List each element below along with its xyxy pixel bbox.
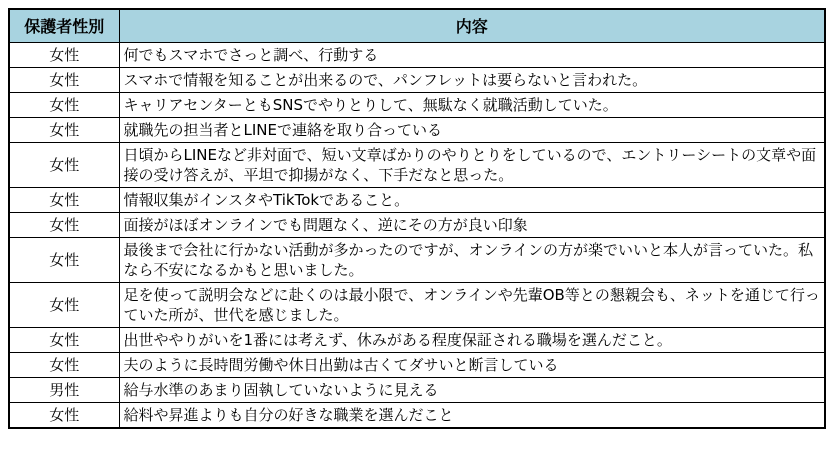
table-row: [9, 67, 825, 92]
table-row: [9, 327, 825, 352]
content-cell: 日頃からLINEなど非対面で、短い文章ばかりのやりとりをしているので、エントリーシートの文章や面接の受け答えが、平坦で抑揚がなく、下手だなと思った。: [119, 142, 825, 187]
content-cell: 足を使って説明会などに赴くのは最小限で、オンラインや先輩OB等との懇親会も、ネットを通じて行っていた所が、世代を感じました。: [119, 282, 825, 327]
table-row: [9, 142, 825, 187]
table-body: [9, 42, 825, 428]
table-row: [9, 237, 825, 282]
gender-cell: 女性: [9, 92, 119, 117]
survey-table: [8, 8, 826, 429]
content-cell: キャリアセンターともSNSでやりとりして、無駄なく就職活動していた。: [119, 92, 825, 117]
content-cell: 夫のように長時間労働や休日出勤は古くてダサいと断言している: [119, 352, 825, 377]
table-row: [9, 212, 825, 237]
header-row: [9, 9, 825, 42]
gender-cell: 女性: [9, 402, 119, 428]
gender-cell: 男性: [9, 377, 119, 402]
gender-cell: 女性: [9, 42, 119, 67]
gender-cell: 女性: [9, 282, 119, 327]
content-cell: 何でもスマホでさっと調べ、行動する: [119, 42, 825, 67]
gender-cell: 女性: [9, 212, 119, 237]
gender-cell: 女性: [9, 237, 119, 282]
table-row: [9, 282, 825, 327]
content-cell: 給料や昇進よりも自分の好きな職業を選んだこと: [119, 402, 825, 428]
content-cell: 情報収集がインスタやTikTokであること。: [119, 187, 825, 212]
content-cell: スマホで情報を知ることが出来るので、パンフレットは要らないと言われた。: [119, 67, 825, 92]
table-row: [9, 352, 825, 377]
gender-cell: 女性: [9, 67, 119, 92]
gender-column-header: 保護者性別: [9, 9, 119, 42]
table-row: [9, 402, 825, 428]
table-row: [9, 377, 825, 402]
gender-cell: 女性: [9, 352, 119, 377]
gender-cell: 女性: [9, 187, 119, 212]
table-row: [9, 92, 825, 117]
table-row: [9, 187, 825, 212]
table-row: [9, 117, 825, 142]
content-cell: 最後まで会社に行かない活動が多かったのですが、オンラインの方が楽でいいと本人が言っていた。私なら不安になるかもと思いました。: [119, 237, 825, 282]
content-cell: 出世ややりがいを1番には考えず、休みがある程度保証される職場を選んだこと。: [119, 327, 825, 352]
content-cell: 就職先の担当者とLINEで連絡を取り合っている: [119, 117, 825, 142]
content-column-header: 内容: [119, 9, 825, 42]
content-cell: 面接がほぼオンラインでも問題なく、逆にその方が良い印象: [119, 212, 825, 237]
gender-cell: 女性: [9, 327, 119, 352]
gender-cell: 女性: [9, 142, 119, 187]
table-row: [9, 42, 825, 67]
content-cell: 給与水準のあまり固執していないように見える: [119, 377, 825, 402]
gender-cell: 女性: [9, 117, 119, 142]
